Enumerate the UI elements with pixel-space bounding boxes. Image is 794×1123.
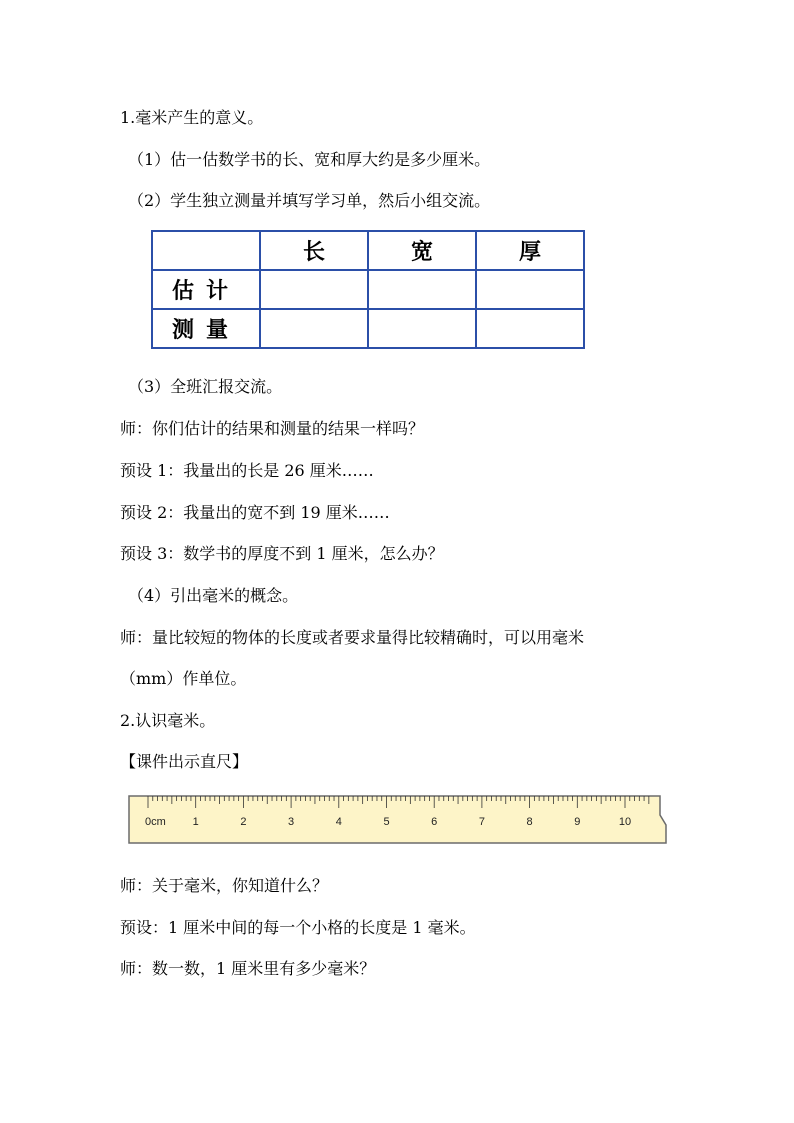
- teacher-line-4: 师：数一数，1 厘米里有多少毫米？: [120, 959, 376, 978]
- teacher-line-3: 师：关于毫米，你知道什么？: [120, 876, 329, 895]
- preset-2: 预设 2：我量出的宽不到 19 厘米……: [120, 503, 390, 522]
- ruler-label: 10: [618, 816, 632, 828]
- row-label-estimate: 估计: [152, 270, 260, 309]
- ruler-label: 3: [288, 816, 295, 828]
- teacher-line-1: 师：你们估计的结果和测量的结果一样吗？: [120, 419, 425, 438]
- ruler-label: 8: [526, 816, 533, 828]
- step-2: （2）学生独立测量并填写学习单，然后小组交流。: [128, 191, 491, 210]
- ruler-label: 6: [431, 816, 438, 828]
- table-cell: [368, 309, 476, 348]
- measurement-table: [151, 230, 585, 349]
- ruler-label: 1: [192, 816, 199, 828]
- table-header-cell: 宽: [368, 231, 476, 270]
- preset-1: 预设 1：我量出的长是 26 厘米……: [120, 461, 374, 480]
- table-header-cell: 长: [260, 231, 368, 270]
- table-row: [152, 309, 584, 348]
- table-header-row: [152, 231, 584, 270]
- section-heading-2: 2.认识毫米。: [120, 711, 216, 730]
- table-cell: [368, 270, 476, 309]
- table-header-cell: [152, 231, 260, 270]
- step-4: （4）引出毫米的概念。: [128, 586, 299, 605]
- ruler-image: [128, 795, 668, 849]
- ruler-body: [129, 796, 666, 843]
- step-1: （1）估一估数学书的长、宽和厚大约是多少厘米。: [128, 150, 491, 169]
- table-cell: [476, 309, 584, 348]
- ruler-label: 5: [383, 816, 390, 828]
- table-cell: [260, 270, 368, 309]
- teacher-line-2: 师：量比较短的物体的长度或者要求量得比较精确时，可以用毫米: [120, 628, 585, 647]
- row-label-measure: 测量: [152, 309, 260, 348]
- table-row: [152, 270, 584, 309]
- ruler-label: 7: [478, 816, 485, 828]
- preset-3: 预设 3：数学书的厚度不到 1 厘米，怎么办？: [120, 544, 444, 563]
- teacher-line-2-cont: （mm）作单位。: [120, 669, 247, 688]
- courseware-label: 【课件出示直尺】: [120, 752, 249, 771]
- ruler-label: 2: [240, 816, 247, 828]
- ruler-label: 4: [335, 816, 342, 828]
- ruler-label: 9: [574, 816, 581, 828]
- preset-4: 预设：1 厘米中间的每一个小格的长度是 1 毫米。: [120, 918, 476, 937]
- ruler-label: 0cm: [145, 816, 166, 828]
- table-cell: [260, 309, 368, 348]
- table-header-cell: 厚: [476, 231, 584, 270]
- table-cell: [476, 270, 584, 309]
- section-heading-1: 1.毫米产生的意义。: [120, 108, 264, 127]
- step-3: （3）全班汇报交流。: [128, 377, 283, 396]
